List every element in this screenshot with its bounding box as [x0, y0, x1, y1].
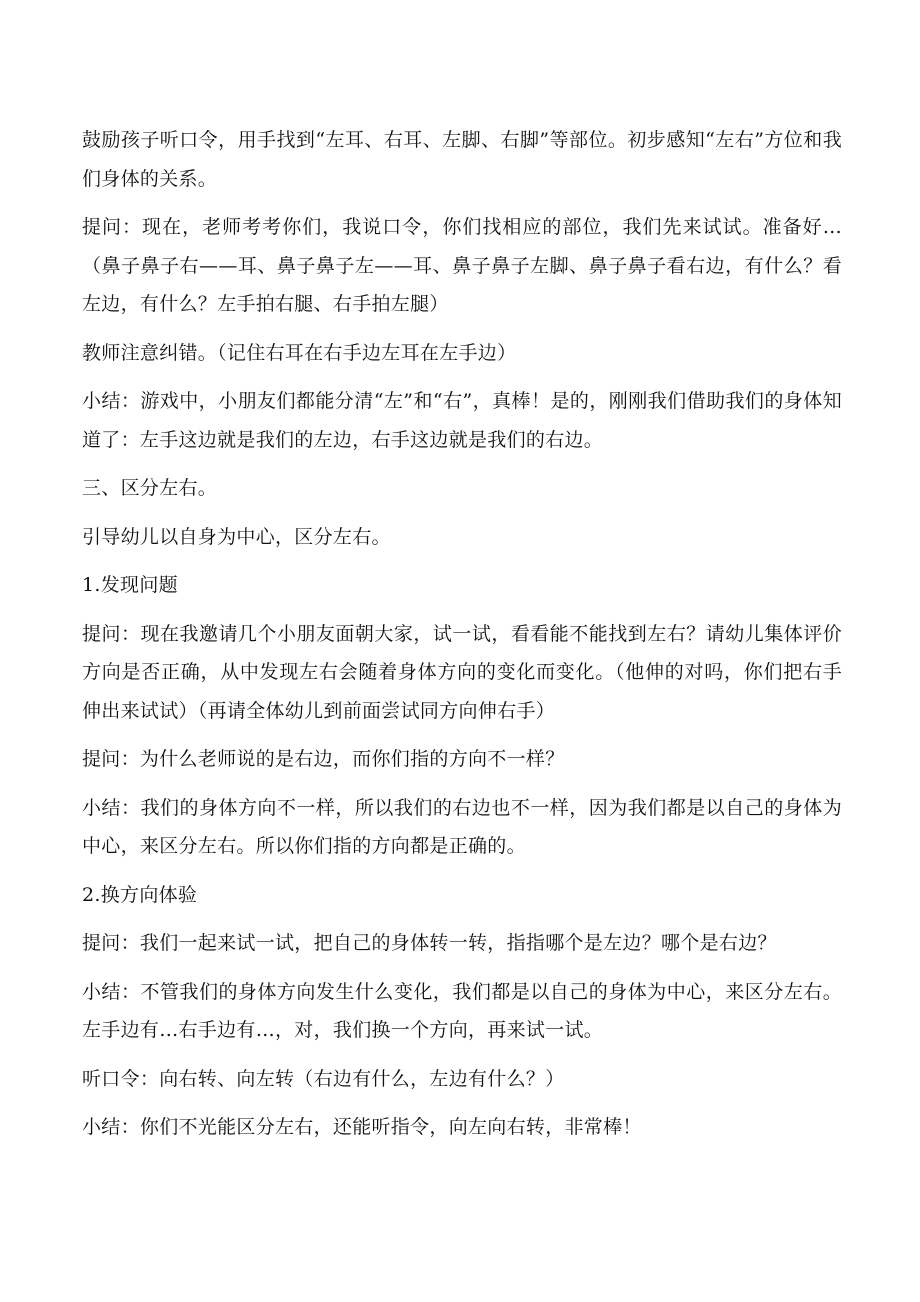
paragraph-summary-1: 小结：游戏中，小朋友们都能分清“左”和“右”，真棒！是的，刚刚我们借助我们的身体知道了：左手这边就是我们的左边，右手这边就是我们的右边。: [82, 390, 842, 451]
paragraph-question-3: 提问：为什么老师说的是右边，而你们指的方向不一样？: [82, 748, 565, 770]
paragraph-guide: 引导幼儿以自身为中心，区分左右。: [82, 525, 391, 548]
subheading-1: 1.发现问题: [82, 574, 178, 596]
paragraph-command: 听口令：向右转、向左转（右边有什么，左边有什么？）: [82, 1067, 565, 1090]
subheading-2: 2.换方向体验: [82, 883, 198, 906]
paragraph-teacher-note: 教师注意纠错。（记住右耳在右手边左耳在左手边）: [82, 341, 517, 364]
paragraph-question-1: 提问：现在，老师考考你们，我说口令，你们找相应的部位，我们先来试试。准备好…（鼻子鼻子右——耳、鼻子鼻子左——耳、鼻子鼻子左脚、鼻子鼻子看右边，有什么？看左边，有什么？左手拍右腿、右手拍左腿）: [82, 216, 842, 315]
paragraph-summary-4: 小结：你们不光能区分左右，还能听指令，向左向右转，非常棒！: [82, 1116, 642, 1138]
paragraph-summary-3: 小结：不管我们的身体方向发生什么变化，我们都是以自己的身体为中心，来区分左右。左手边有…右手边有…，对，我们换一个方向，再来试一试。: [82, 980, 842, 1041]
paragraph-intro: 鼓励孩子听口令，用手找到“左耳、右耳、左脚、右脚”等部位。初步感知“左右”方位和我们身体的关系。: [82, 129, 842, 190]
section-heading-3: 三、区分左右。: [82, 477, 218, 499]
paragraph-summary-2: 小结：我们的身体方向不一样，所以我们的右边也不一样，因为我们都是以自己的身体为中心，来区分左右。所以你们指的方向都是正确的。: [82, 796, 842, 857]
paragraph-question-2: 提问：现在我邀请几个小朋友面朝大家，试一试，看看能不能找到左右？请幼儿集体评价方向是否正确，从中发现左右会随着身体方向的变化而变化。（他伸的对吗，你们把右手伸出来试试）（再请全体幼儿到前面尝试同方向伸右手）: [82, 622, 842, 722]
paragraph-question-4: 提问：我们一起来试一试，把自己的身体转一转，指指哪个是左边？哪个是右边？: [82, 932, 777, 954]
document-body: [82, 121, 842, 1157]
